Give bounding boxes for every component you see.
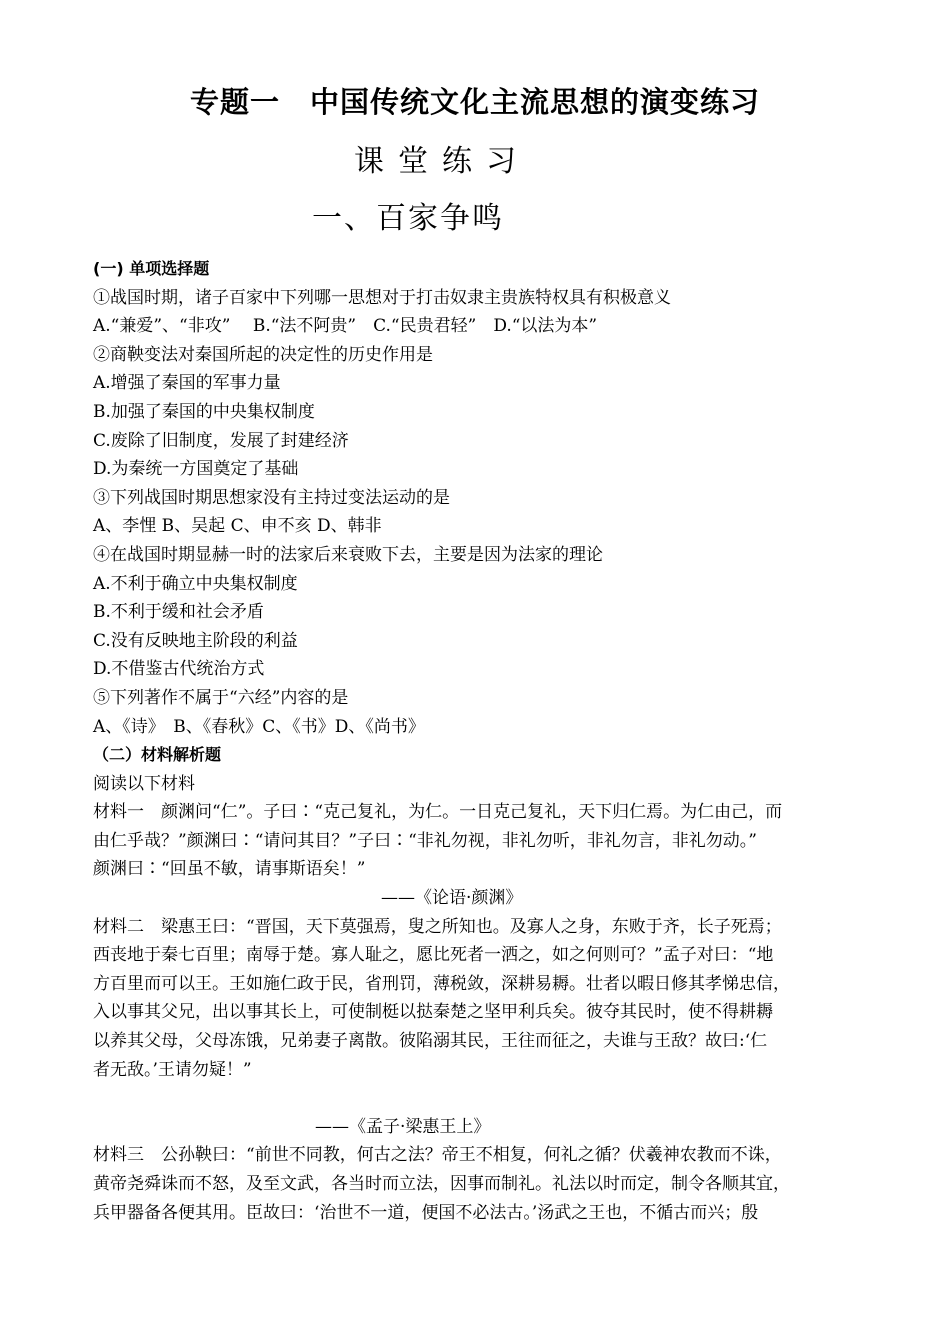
material3-line: 黄帝尧舜诛而不怒，及至文武，各当时而立法，因事而制礼。礼法以时而定，制令各顺其宜， [93, 1174, 790, 1194]
question-line: ⑤下列著作不属于“六经”内容的是 [93, 687, 349, 708]
material2-line: 以养其父母，父母冻饿，兄弟妻子离散。彼陷溺其民，王往而征之，夫谁与王敌？故曰:‘仁 [93, 1031, 768, 1052]
question-line: ④在战国时期显赫一时的法家后来衰败下去，主要是因为法家的理论 [93, 544, 603, 565]
material2-line: 者无敌。’王请勿疑！” [93, 1059, 252, 1080]
blank-line [93, 1084, 873, 1113]
question-line: D.不借鉴古代统治方式 [93, 659, 265, 680]
material1-line: 颜渊曰∶“回虽不敏，请事斯语矣！” [93, 859, 366, 880]
question-line: C.没有反映地主阶段的利益 [93, 630, 298, 651]
material3-line: 兵甲器备各便其用。臣故曰：‘治世不一道，便国不必法古。’汤武之王也，不循古而兴；殷 [93, 1202, 759, 1223]
part2-intro: 阅读以下材料 [93, 773, 195, 794]
material2-line: 西丧地于秦七百里；南辱于楚。寡人耻之，愿比死者一洒之，如之何则可？”孟子对曰：“地 [93, 945, 774, 966]
material3-line: 材料三 公孙鞅曰：“前世不同教，何古之法？帝王不相复，何礼之循？伏羲神农教而不诛， [93, 1145, 782, 1166]
question-line: D.为秦统一方国奠定了基础 [93, 459, 299, 480]
part1-heading: (一) 单项选择题 [93, 259, 210, 278]
question-line: B.加强了秦国的中央集权制度 [93, 401, 315, 422]
document-body [93, 255, 873, 1227]
material2-line: 材料二 梁惠王曰：“晋国，天下莫强焉，叟之所知也。及寡人之身，东败于齐，长子死焉； [93, 916, 782, 937]
question-line: A.增强了秦国的军事力量 [93, 373, 281, 394]
material1-line: 材料一 颜渊问“仁”。子曰∶“克己复礼，为仁。一日克己复礼，天下归仁焉。为仁由己，而 [93, 802, 783, 823]
question-line: ②商鞅变法对秦国所起的决定性的历史作用是 [93, 344, 433, 365]
material2-source: ——《孟子·梁惠王上》 [315, 1116, 491, 1137]
material2-line: 入以事其父兄，出以事其长上，可使制梃以挞秦楚之坚甲利兵矣。彼夺其民时，使不得耕耨 [93, 1002, 773, 1023]
document-subtitle: 课堂练习 [354, 144, 530, 179]
question-line: A.“兼爱”、“非攻” B.“法不阿贵” C.“民贵君轻” D.“以法为本” [93, 316, 598, 337]
question-line: ①战国时期，诸子百家中下列哪一思想对于打击奴隶主贵族特权具有积极意义 [93, 287, 671, 308]
question-line: C.废除了旧制度，发展了封建经济 [93, 430, 349, 451]
question-line: A.不利于确立中央集权制度 [93, 573, 298, 594]
material1-line: 由仁乎哉？”颜渊曰∶“请问其目？”子曰∶“非礼勿视，非礼勿听，非礼勿言，非礼勿动。” [93, 830, 757, 851]
question-line: A、《诗》 B、《春秋》C、《书》D、《尚书》 [93, 716, 425, 737]
section-title: 一、百家争鸣 [312, 201, 504, 236]
part2-heading: （二）材料解析题 [93, 745, 222, 765]
question-line: B.不利于缓和社会矛盾 [93, 602, 264, 623]
question-line: ③下列战国时期思想家没有主持过变法运动的是 [93, 487, 450, 508]
material1-source: ——《论语·颜渊》 [381, 888, 523, 909]
material2-line: 方百里而可以王。王如施仁政于民，省刑罚，薄税敛，深耕易耨。壮者以暇日修其孝悌忠信， [93, 973, 790, 994]
question-line: A、李悝 B、吴起 C、申不亥 D、韩非 [93, 516, 382, 537]
document-title: 专题一 中国传统文化主流思想的演变练习 [189, 85, 760, 119]
